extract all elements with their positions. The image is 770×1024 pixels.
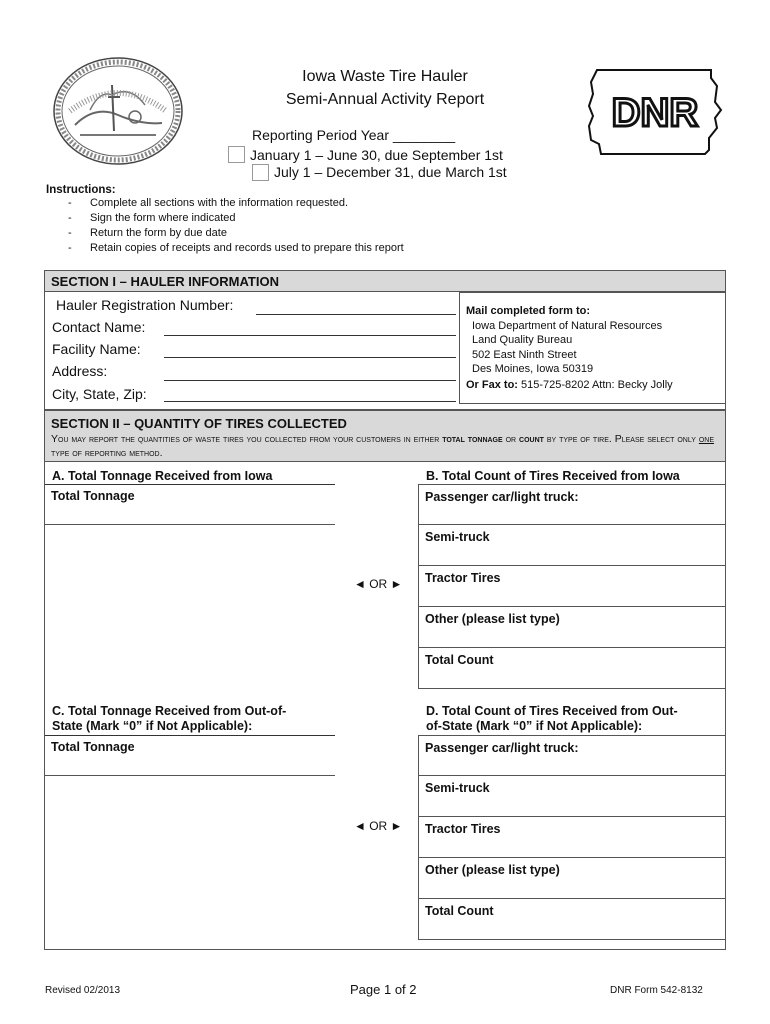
period-jan-jun-checkbox[interactable] <box>228 146 245 163</box>
dnr-logo-text: DNR <box>611 91 699 135</box>
section-a-heading: A. Total Tonnage Received from Iowa <box>52 469 273 483</box>
instruction-item: - Sign the form where indicated <box>68 212 236 224</box>
mail-address-line: Iowa Department of Natural Resources <box>472 320 663 332</box>
or-separator: ◄ OR ► <box>354 577 403 591</box>
outofstate-total-tonnage-field[interactable]: Total Tonnage <box>45 735 335 776</box>
section-d-heading: D. Total Count of Tires Received from Out- of-State (Mark “0” if Not Applicable): <box>426 704 678 733</box>
period-jan-jun-label: January 1 – June 30, due September 1st <box>250 147 503 163</box>
section-b-heading: B. Total Count of Tires Received from Iowa <box>426 469 680 483</box>
form-title-line2: Semi-Annual Activity Report <box>285 91 485 108</box>
hauler-reg-label: Hauler Registration Number: <box>56 297 234 313</box>
address-input[interactable] <box>164 380 456 381</box>
iowa-tractor-field[interactable]: Tractor Tires <box>418 565 726 607</box>
iowa-total-tonnage-field[interactable]: Total Tonnage <box>45 484 335 525</box>
instructions-block <box>46 184 404 256</box>
section2-bottom-border <box>44 949 726 950</box>
section2-note: You may report the quantities of waste tires you collected from your customers in either total tonnage or count by type of tire. Please select only one type of reporting method. <box>51 433 714 459</box>
section2-heading: SECTION II – QUANTITY OF TIRES COLLECTED <box>51 416 347 431</box>
period-jul-dec-label: July 1 – December 31, due March 1st <box>274 164 507 180</box>
mail-address-line: Land Quality Bureau <box>472 334 573 346</box>
outofstate-semi-truck-field[interactable]: Semi-truck <box>418 775 726 817</box>
period-jul-dec-checkbox[interactable] <box>252 164 269 181</box>
form-number: DNR Form 542-8132 <box>610 985 703 996</box>
section-c-heading: C. Total Tonnage Received from Out-of- State (Mark “0” if Not Applicable): <box>52 704 287 733</box>
mail-address-line: Des Moines, Iowa 50319 <box>472 363 594 375</box>
section2-left-border <box>44 462 45 950</box>
instruction-item: - Return the form by due date <box>68 227 227 239</box>
or-separator: ◄ OR ► <box>354 819 403 833</box>
instruction-item: - Complete all sections with the information requested. <box>68 197 349 209</box>
facility-name-label: Facility Name: <box>52 341 141 357</box>
iowa-semi-truck-field[interactable]: Semi-truck <box>418 524 726 566</box>
contact-name-input[interactable] <box>164 335 456 336</box>
hauler-reg-input[interactable] <box>256 314 456 315</box>
outofstate-total-count-field[interactable]: Total Count <box>418 898 726 940</box>
facility-name-input[interactable] <box>164 357 456 358</box>
section1-heading: SECTION I – HAULER INFORMATION <box>45 271 725 292</box>
outofstate-passenger-field[interactable]: Passenger car/light truck: <box>418 735 726 776</box>
mail-to-heading: Mail completed form to: <box>466 305 591 317</box>
outofstate-tractor-field[interactable]: Tractor Tires <box>418 816 726 858</box>
iowa-other-field[interactable]: Other (please list type) <box>418 606 726 648</box>
instruction-item: - Retain copies of receipts and records used to prepare this report <box>68 242 404 254</box>
state-seal-image <box>50 55 186 167</box>
mail-address-line: 502 East Ninth Street <box>472 349 577 361</box>
city-state-zip-label: City, State, Zip: <box>52 386 147 402</box>
revised-date: Revised 02/2013 <box>45 985 121 996</box>
contact-name-label: Contact Name: <box>52 319 146 335</box>
outofstate-other-field[interactable]: Other (please list type) <box>418 857 726 899</box>
reporting-period-year: Reporting Period Year ________ <box>252 127 456 143</box>
address-label: Address: <box>52 363 108 379</box>
iowa-total-count-field[interactable]: Total Count <box>418 647 726 689</box>
iowa-passenger-field[interactable]: Passenger car/light truck: <box>418 484 726 525</box>
city-state-zip-input[interactable] <box>164 401 456 402</box>
form-title-line1: Iowa Waste Tire Hauler <box>302 68 468 85</box>
fax-line: Or Fax to: 515-725-8202 Attn: Becky Jolly <box>466 379 673 391</box>
dnr-logo-image <box>585 66 725 158</box>
page-number: Page 1 of 2 <box>350 982 417 997</box>
instructions-heading: Instructions: <box>46 184 116 196</box>
